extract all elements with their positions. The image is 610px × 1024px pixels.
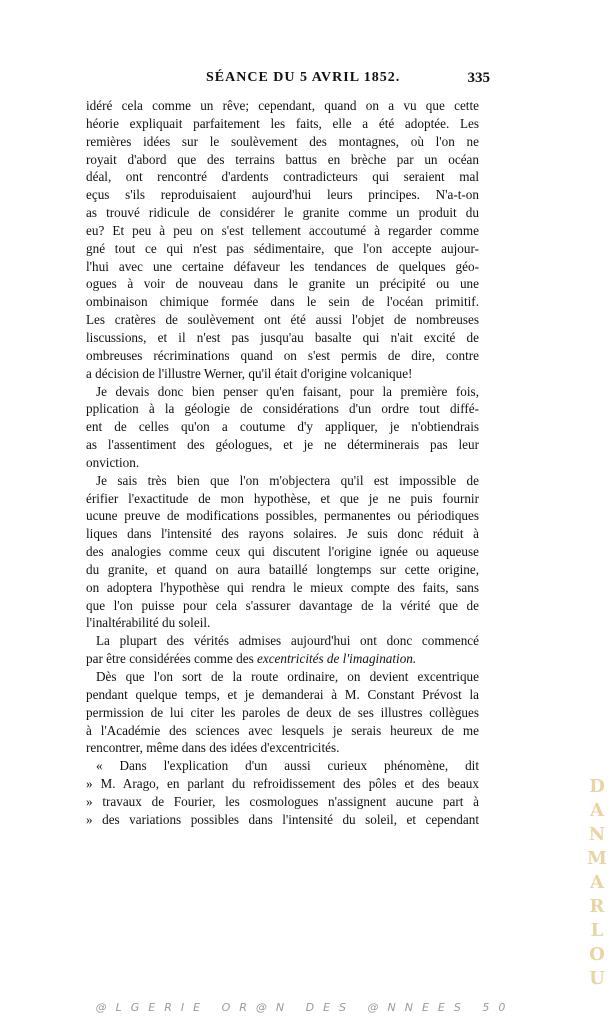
text-line	[86, 722, 479, 740]
line-text: ogues à voir de nouveau dans le granite un précipité ou une	[86, 276, 479, 292]
side-watermark-text: D A N M A R L O U	[587, 776, 607, 989]
text-line	[86, 133, 479, 151]
text-line	[86, 739, 479, 757]
line-text: remières idées sur le soulèvement des montagnes, où l'on ne	[86, 133, 479, 149]
line-text: du granite, et quand on aura bataillé longtemps sur cette origine,	[86, 561, 479, 577]
line-text: gné tout ce qui n'est pas sédimentaire, que l'on accepte aujour-	[86, 240, 479, 256]
line-text: » travaux de Fourier, les cosmologues n'assignent aucune part à	[86, 793, 479, 809]
footer-watermark: @LGERIE OR@N DES @NNEES 50	[95, 1001, 515, 1014]
side-watermark	[587, 775, 607, 991]
line-text: as l'assentiment des géologues, et je ne déterminerais pas leur	[86, 437, 479, 453]
text-line	[86, 543, 479, 561]
text-line	[86, 454, 479, 472]
text-line	[86, 347, 479, 365]
text-line	[86, 186, 479, 204]
text-line	[86, 775, 479, 793]
line-text: liscussions, et il n'est pas jusqu'au basalte qui n'ait excité de	[86, 329, 479, 345]
line-italic-text: excentricités de l'imagination.	[257, 651, 417, 667]
text-line	[86, 293, 479, 311]
text-line	[86, 525, 479, 543]
text-line	[86, 704, 479, 722]
text-line	[86, 686, 479, 704]
line-text: onviction.	[86, 454, 140, 470]
text-line	[86, 507, 479, 525]
line-text: La plupart des vérités admises aujourd'hui ont donc commencé	[96, 633, 479, 649]
line-text: des analogies comme ceux qui discutent l'origine ignée ou aqueuse	[86, 544, 479, 560]
line-text: « Dans l'explication d'un aussi curieux phénomène, dit	[96, 758, 479, 774]
line-text: Les cratères de soulèvement ont été aussi l'objet de nombreuses	[86, 312, 479, 328]
text-line	[86, 757, 479, 775]
text-line	[86, 418, 479, 436]
line-text: ucune preuve de modifications possibles, permanentes ou périodiques	[86, 508, 479, 524]
text-line	[86, 222, 479, 240]
text-line	[86, 490, 479, 508]
line-text: » M. Arago, en parlant du refroidissement des pôles et des beaux	[86, 776, 479, 792]
text-line	[86, 365, 479, 383]
text-line	[86, 793, 479, 811]
text-line	[86, 240, 479, 258]
text-line	[86, 650, 479, 668]
line-text: permission de lui citer les paroles de deux de ses illustres collègues	[86, 704, 479, 720]
text-line	[86, 329, 479, 347]
text-line	[86, 579, 479, 597]
line-text: l'inaltérabilité du soleil.	[86, 615, 211, 631]
text-line	[86, 204, 479, 222]
line-text: déal, ont rencontré d'ardents contradicteurs qui seraient mal	[86, 169, 479, 185]
line-text: que l'on puisse pour cela s'assurer davantage de la vérité que de	[86, 597, 479, 613]
text-line	[86, 811, 479, 829]
text-line	[86, 561, 479, 579]
text-line	[86, 614, 479, 632]
line-text: idéré cela comme un rêve; cependant, quand on a vu que cette	[86, 98, 479, 113]
page-number: 335	[467, 70, 490, 86]
text-line	[86, 275, 479, 293]
line-text: à l'Académie des sciences avec lesquels je serais heureux de me	[86, 722, 479, 738]
line-text: rencontrer, même dans des idées d'excentricités.	[86, 740, 340, 756]
line-text: liques dans l'intensité des rayons solaires. Je suis donc réduit à	[86, 526, 479, 542]
text-line	[86, 668, 479, 686]
line-text: » des variations possibles dans l'intensité du soleil, et cependant	[86, 811, 479, 827]
text-line	[86, 151, 479, 169]
line-text: pendant quelque temps, et je demanderai à M. Constant Prévost la	[86, 686, 479, 702]
text-line	[86, 632, 479, 650]
body-text	[86, 97, 479, 829]
text-line	[86, 400, 479, 418]
line-text: Je sais très bien que l'on m'objectera qu'il est impossible de	[96, 472, 479, 488]
line-text: eçus s'ils reproduisaient aujourd'hui leurs principes. N'a-t-on	[86, 187, 479, 203]
header-title: SÉANCE DU 5 AVRIL 1852.	[206, 70, 401, 85]
text-line	[86, 472, 479, 490]
line-text: eu? Et peu à peu on s'est tellement accoutumé à regarder comme	[86, 222, 479, 238]
line-text: héorie expliquait parfaitement les faits, elle a été adoptée. Les	[86, 115, 479, 131]
text-line	[86, 383, 479, 401]
text-line	[86, 597, 479, 615]
text-line	[86, 436, 479, 454]
line-text: royait d'abord que des terrains battus en brèche par un océan	[86, 151, 479, 167]
line-text: ent de celles qu'on a coutume d'y appliquer, je n'obtiendrais	[86, 419, 479, 435]
line-text: as trouvé ridicule de considérer le granite comme un produit du	[86, 205, 479, 221]
text-line	[86, 311, 479, 329]
line-text: érifier l'exactitude de mon hypothèse, et que je ne puis fournir	[86, 490, 479, 506]
line-text: ombinaison chimique formée dans le sein de l'océan primitif.	[86, 294, 479, 310]
text-line	[86, 115, 479, 133]
line-text: ombreuses récriminations quand on s'est permis de dire, contre	[86, 347, 479, 363]
line-text: on adoptera l'hypothèse qui rendra le mieux compte des faits, sans	[86, 579, 479, 595]
text-line	[86, 168, 479, 186]
text-line	[86, 97, 479, 115]
line-text: pplication à la géologie de considérations d'un ordre tout diffé-	[86, 401, 479, 417]
line-text: Je devais donc bien penser qu'en faisant, pour la première fois,	[96, 383, 479, 399]
text-line	[86, 258, 479, 276]
line-text: par être considérées comme des	[86, 651, 257, 667]
running-header	[86, 70, 490, 92]
line-text: l'hui avec une certaine défaveur les tendances de quelques géo-	[86, 258, 479, 274]
line-text: a décision de l'illustre Werner, qu'il était d'origine volcanique!	[86, 365, 413, 381]
line-text: Dès que l'on sort de la route ordinaire, on devient excentrique	[96, 669, 479, 684]
